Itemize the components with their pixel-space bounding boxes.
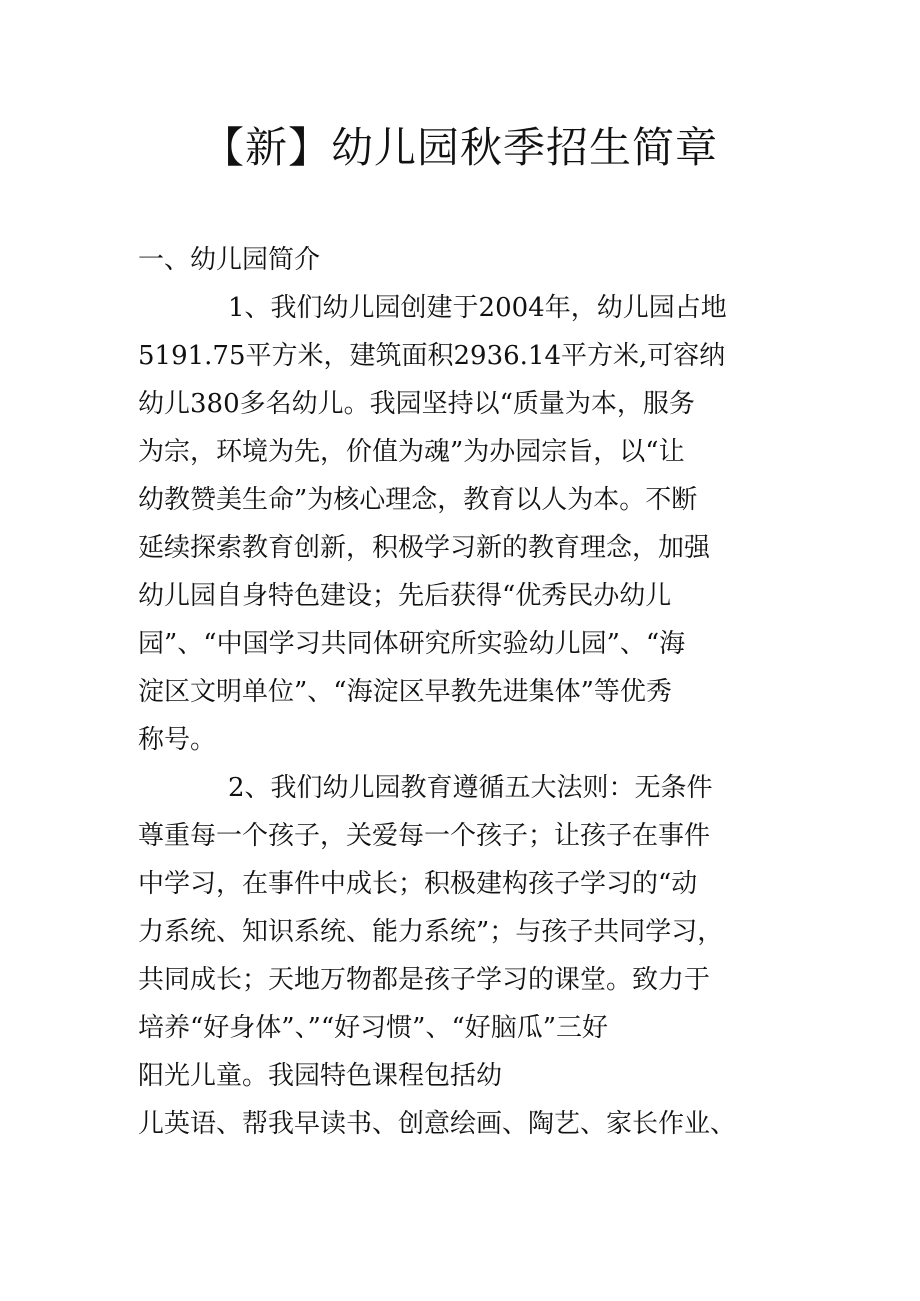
paragraph-line: 尊重每一个孩子，关爱每一个孩子；让孩子在事件	[138, 821, 711, 851]
paragraph-line: 1、我们幼儿园创建于2004年，幼儿园占地	[228, 293, 727, 323]
paragraph-2	[138, 764, 788, 1148]
document-title: 【新】幼儿园秋季招生简章	[201, 123, 718, 172]
paragraph-line: 力系统、知识系统、能力系统”；与孩子共同学习，	[138, 917, 724, 947]
paragraph-line: 幼儿380多名幼儿。我园坚持以“质量为本，服务	[138, 389, 695, 419]
paragraph-line: 园”、“中国学习共同体研究所实验幼儿园”、“海	[138, 629, 686, 659]
paragraph-line: 延续探索教育创新，积极学习新的教育理念，加强	[138, 533, 711, 563]
paragraph-line: 淀区文明单位”、“海淀区早教先进集体”等优秀	[138, 677, 672, 707]
paragraph-line: 中学习，在事件中成长；积极建构孩子学习的“动	[138, 869, 698, 899]
paragraph-line: 幼教赞美生命”为核心理念，教育以人为本。不断	[138, 485, 698, 515]
paragraph-line: 为宗，环境为先，价值为魂”为办园宗旨，以“让	[138, 437, 685, 467]
document-body	[138, 236, 788, 1148]
paragraph-line: 共同成长；天地万物都是孩子学习的课堂。致力于	[138, 965, 711, 995]
paragraph-1	[138, 284, 788, 764]
section-heading: 一、幼儿园简介	[138, 245, 321, 275]
paragraph-line: 儿英语、帮我早读书、创意绘画、陶艺、家长作业、	[138, 1109, 737, 1139]
paragraph-line: 2、我们幼儿园教育遵循五大法则：无条件	[228, 773, 713, 803]
paragraph-line: 5191.75平方米，建筑面积2936.14平方米,可容纳	[138, 341, 726, 371]
paragraph-line: 阳光儿童。我园特色课程包括幼	[138, 1061, 503, 1091]
paragraph-line: 幼儿园自身特色建设；先后获得“优秀民办幼儿	[138, 581, 672, 611]
paragraph-line: 称号。	[138, 725, 217, 755]
paragraph-line: 培养“好身体”、”“好习惯”、“好脑瓜”三好	[138, 1013, 609, 1043]
